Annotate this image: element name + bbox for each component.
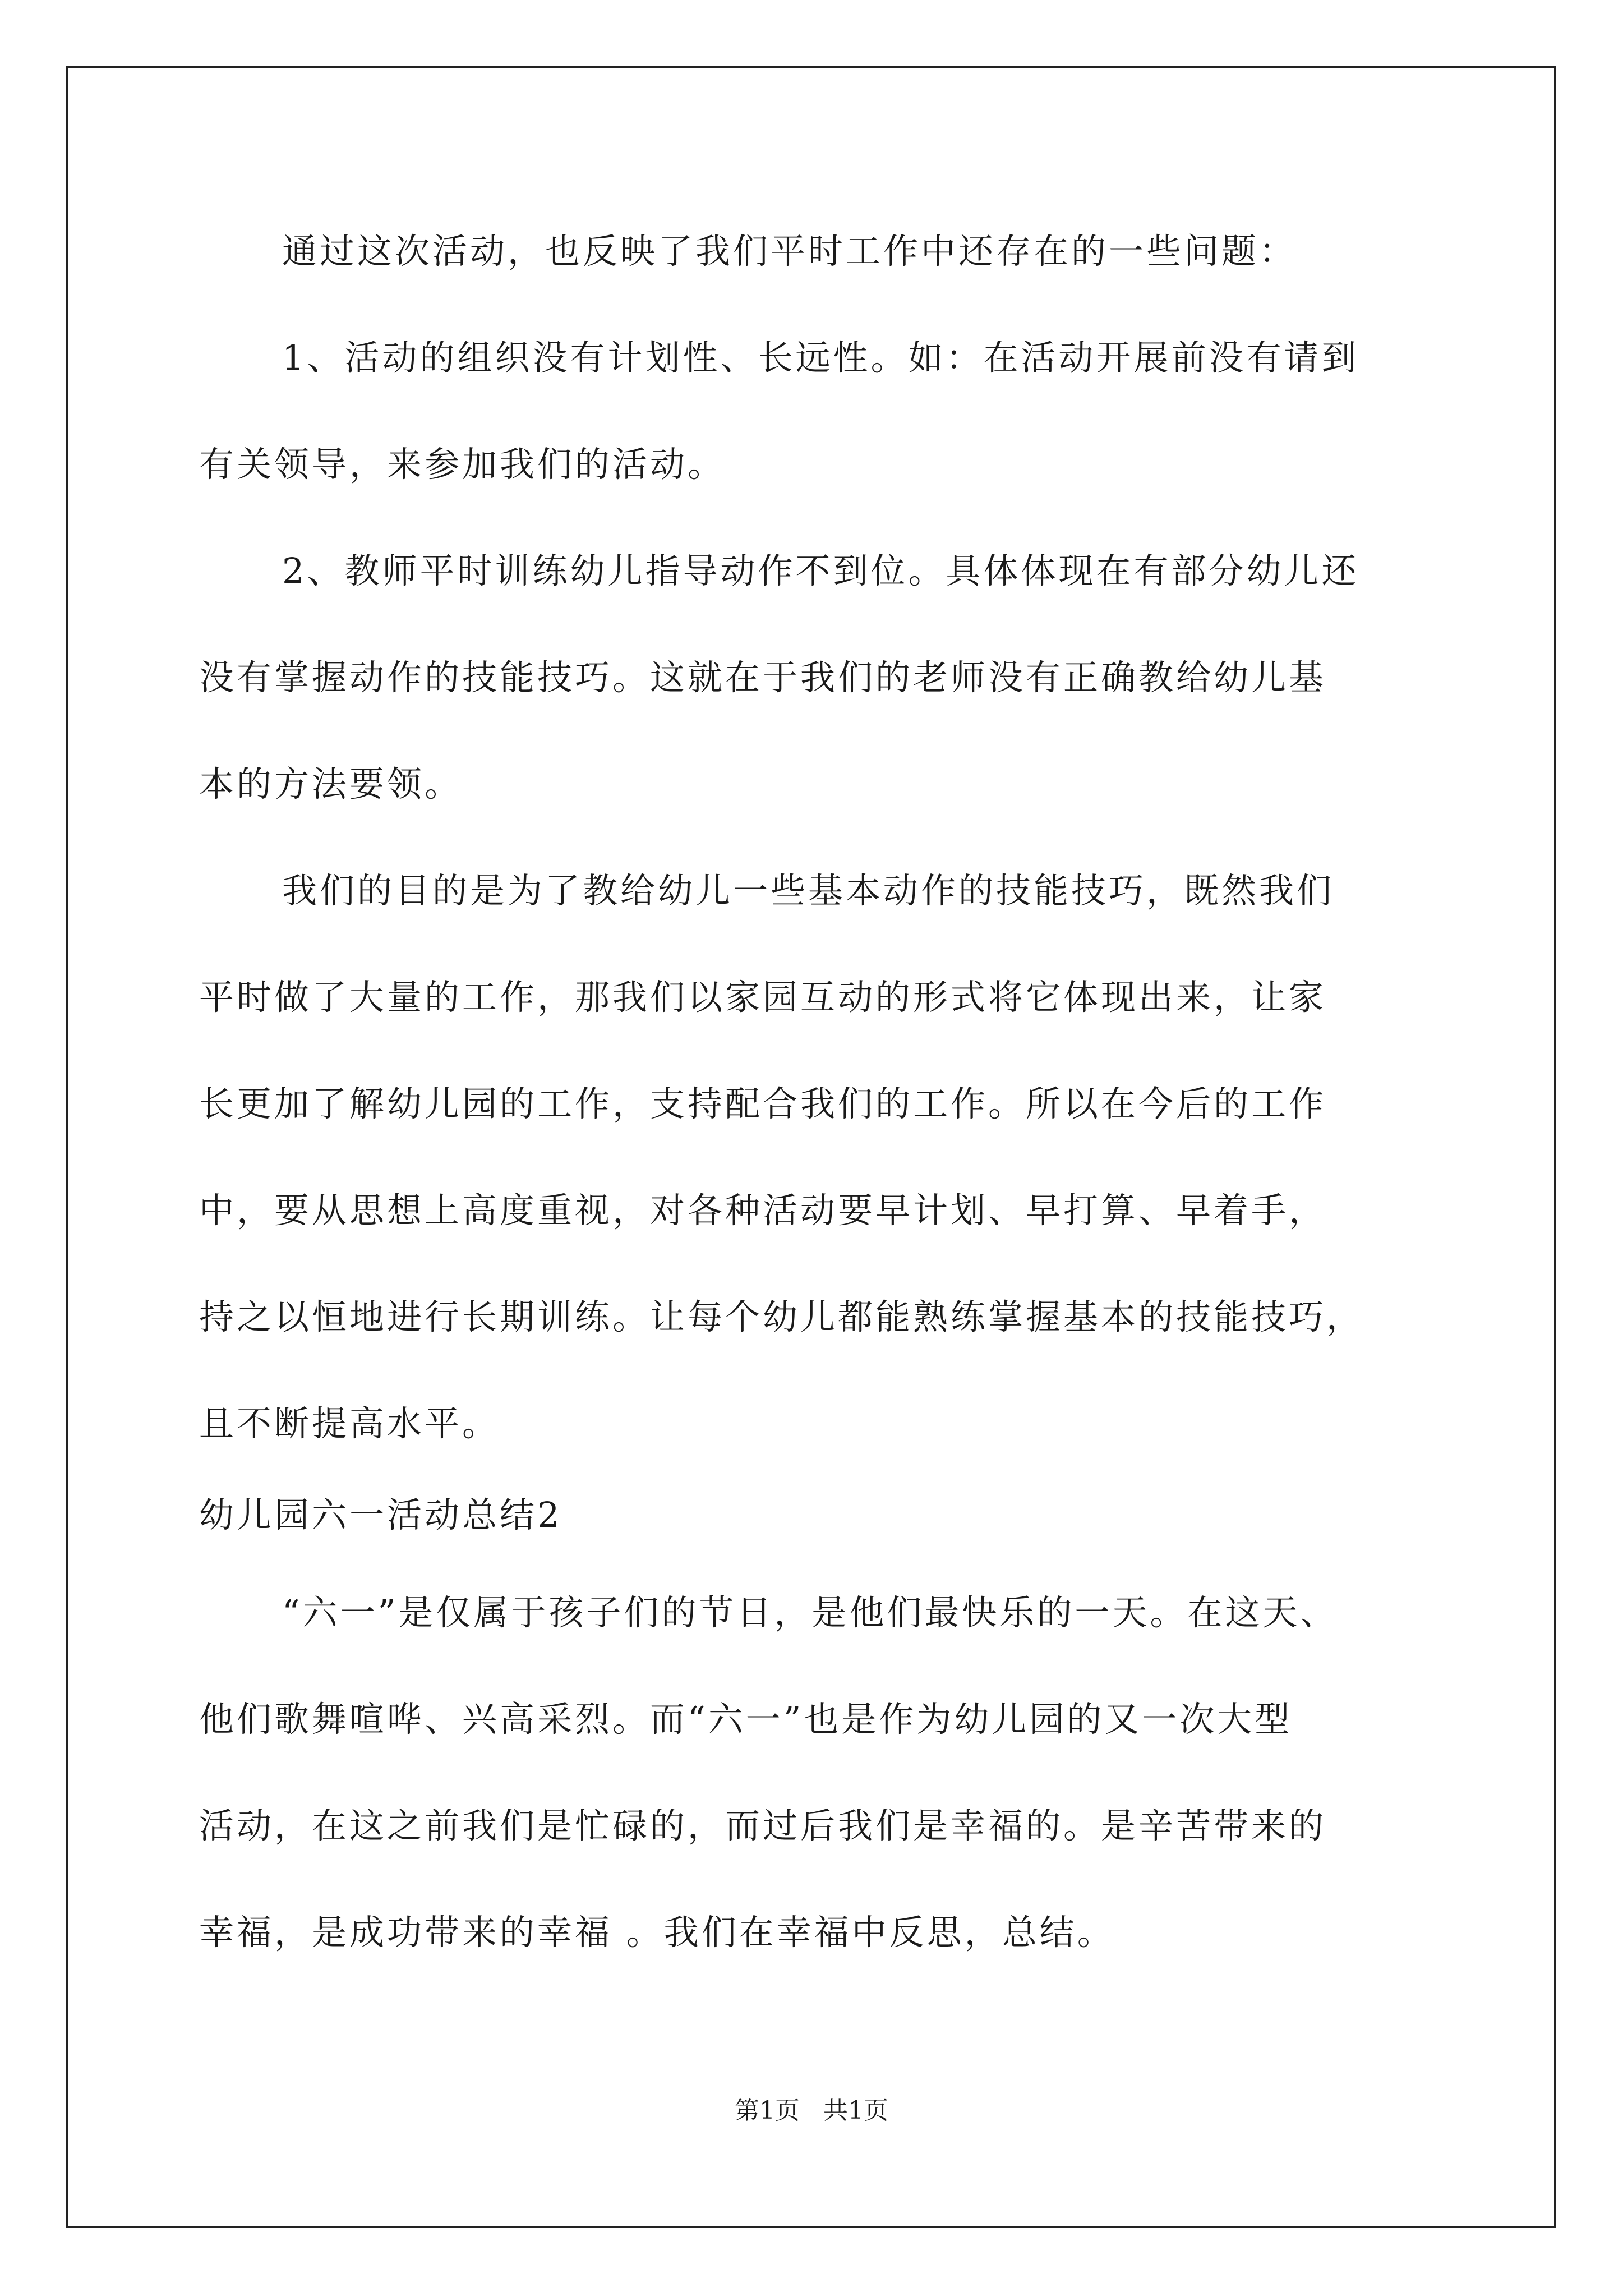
page-border <box>66 66 1556 2228</box>
paragraph-line: 中，要从思想上高度重视，对各种活动要早计划、早打算、早着手， <box>199 1190 1327 1231</box>
paragraph-line: 平时做了大量的工作，那我们以家园互动的形式将它体现出来，让家 <box>199 977 1327 1018</box>
paragraph-line: 没有掌握动作的技能技巧。这就在于我们的老师没有正确教给幼儿基 <box>199 657 1327 698</box>
paragraph-line: 通过这次活动，也反映了我们平时工作中还存在的一些问题： <box>282 231 1297 272</box>
page-number-footer: 第1页 共1页 <box>735 2096 888 2125</box>
paragraph-line: 本的方法要领。 <box>199 763 463 804</box>
paragraph-line: 且不断提高水平。 <box>199 1403 500 1444</box>
paragraph-line: 他们歌舞喧哗、兴高采烈。而“六一”也是作为幼儿园的又一次大型 <box>199 1699 1293 1740</box>
section-heading: 幼儿园六一活动总结2 <box>199 1494 562 1535</box>
paragraph-line: 幸福，是成功带来的幸福 。我们在幸福中反思，总结。 <box>199 1912 1115 1953</box>
paragraph-line: 有关领导，来参加我们的活动。 <box>199 444 726 485</box>
paragraph-line: 1、活动的组织没有计划性、长远性。如：在活动开展前没有请到 <box>282 337 1359 378</box>
paragraph-line: “六一”是仅属于孩子们的节日，是他们最快乐的一天。在这天、 <box>282 1592 1338 1633</box>
paragraph-line: 长更加了解幼儿园的工作，支持配合我们的工作。所以在今后的工作 <box>199 1083 1327 1124</box>
paragraph-line: 持之以恒地进行长期训练。让每个幼儿都能熟练掌握基本的技能技巧， <box>199 1296 1364 1337</box>
paragraph-line: 我们的目的是为了教给幼儿一些基本动作的技能技巧，既然我们 <box>282 870 1335 911</box>
paragraph-line: 活动，在这之前我们是忙碌的，而过后我们是幸福的。是辛苦带来的 <box>199 1805 1327 1846</box>
paragraph-line: 2、教师平时训练幼儿指导动作不到位。具体体现在有部分幼儿还 <box>282 550 1359 591</box>
